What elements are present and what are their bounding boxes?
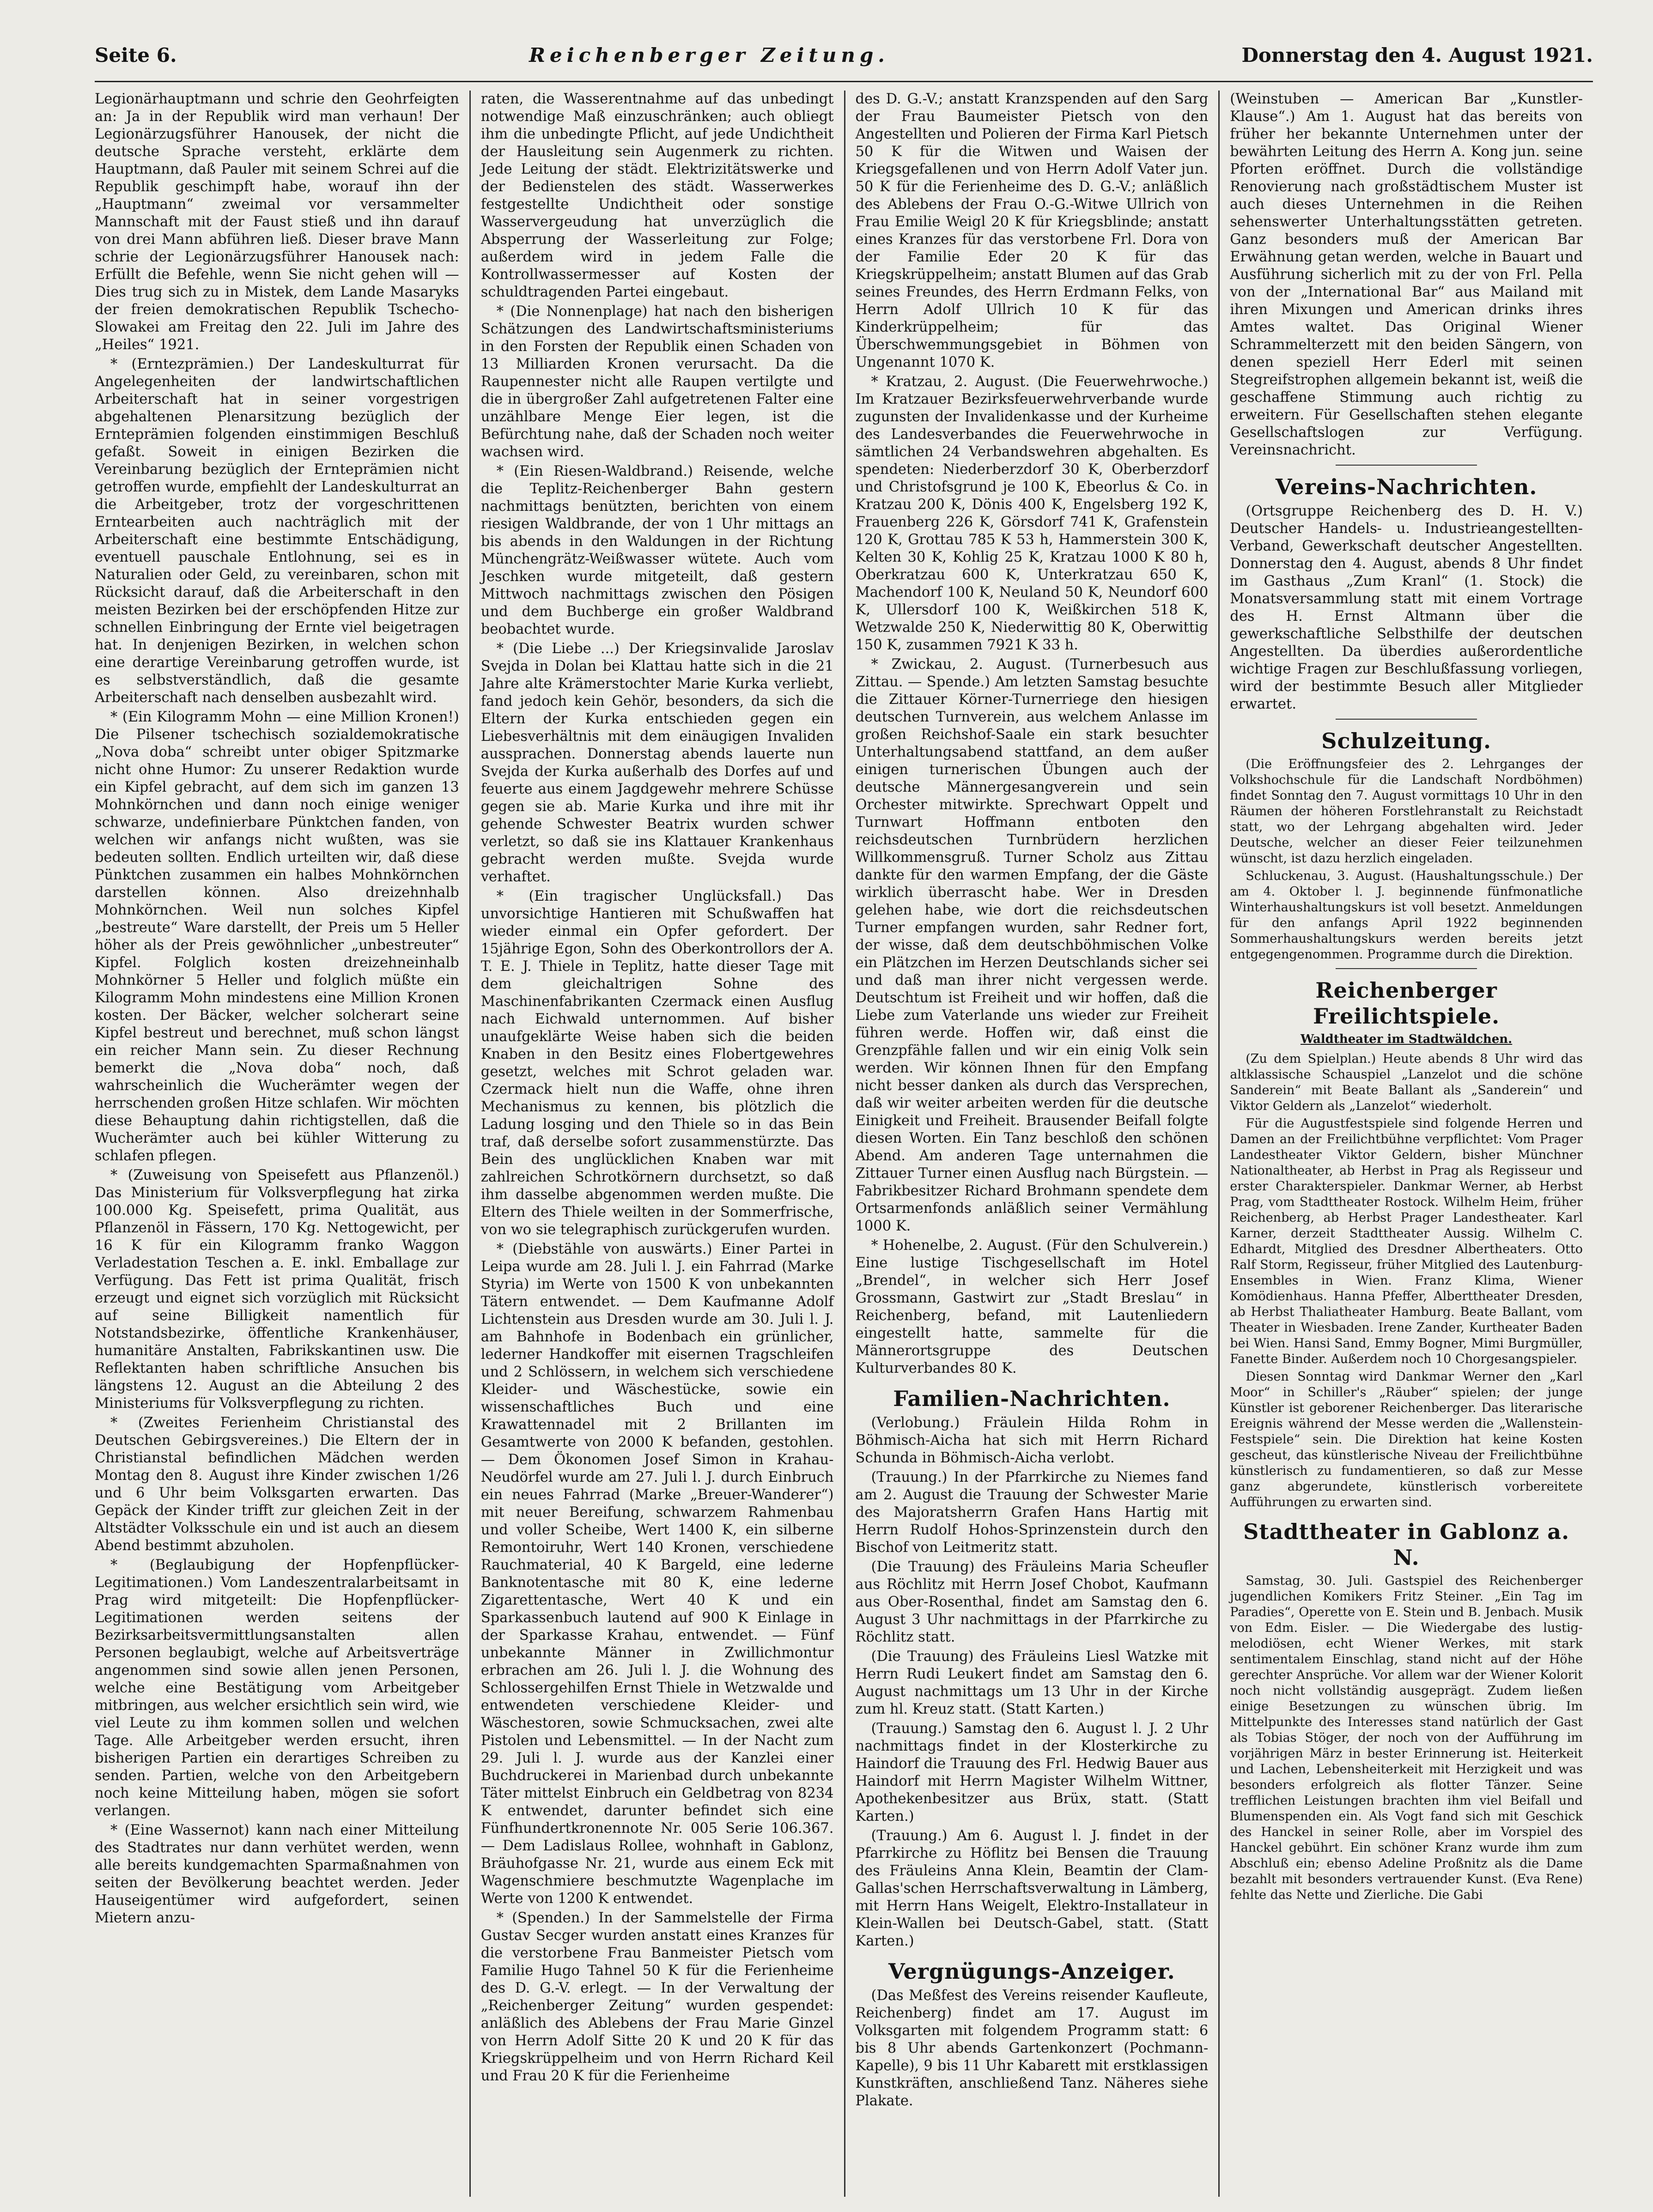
page-number: Seite 6. [95,44,177,67]
article-columns [95,91,1593,2197]
section-heading-city-theatre: Stadttheater in Gablonz a. N. [1243,1519,1570,1570]
article-paragraph: * Zwickau, 2. August. (Turnerbesuch aus Zittau. — Spende.) Am letzten Samstag besuchte die Zittauer Körner-Turnerriege den hiesigen deutschen Turnverein, aus welchem Anlasse im großen Reichshof-Saale ein stark besuchter Unterhaltungsabend stattfand, an dem außer einigen turnerischen Übungen auch der deutsche Männergesangverein und sein Orchester mitwirkte. Sprechwart Oppelt und Turnwart Hoffmann entboten den reichsdeutschen Turnbrüdern herzlichen Willkommensgruß. Turner Scholz aus Zittau dankte für den warmen Empfang, der die Gäste wirklich überrascht habe. Wer in Dresden gelehen habe, wie dort die reichsdeutschen Turner empfangen wurden, sahr Redner fort, der wisse, daß dem deutschböhmischen Volke ein Plätzchen im Herzen Deutschlands sicher sei und daß man ihrer nicht vergessen werde. Deutschtum ist Freiheit und wir hoffen, daß die Liebe zum Vaterlande uns wieder zur Freiheit führen werde. Hoffen wir, daß einst die Grenzpfähle fallen und wir ein einig Volk sein werden. Wir können Ihnen für den Empfang nicht besser danken als durch das Versprechen, daß wir weiter arbeiten werden für die deutsche Einigkeit und Freiheit. Brausender Beifall folgte diesen Worten. Ein Tanz beschloß den schönen Abend. Am anderen Tage unternahmen die Zittauer Turner einen Ausflug nach Bürgstein. — Fabrikbesitzer Richard Brohmann spendete dem Ortsarmenfonds anläßlich seiner Vermählung 1000 K. [855,656,1209,1234]
section-heading-club-news: Vereins-Nachrichten. [1275,474,1538,499]
article-paragraph: (Zu dem Spielplan.) Heute abends 8 Uhr wird das altklassische Schauspiel „Lanzelot und die schöne Sanderein“ mit Beate Ballant als „Sanderein“ und Viktor Geldern als „Lanzelot“ wiederholt. [1230,1052,1583,1113]
divider [1336,968,1477,969]
article-paragraph: * (Diebstähle von auswärts.) Einer Partei in Leipa wurde am 28. Juli l. J. ein Fahrrad (Marke Styria) im Werte von 1500 K von unbekannten Tätern entwendet. — Dem Kaufmanne Adolf Lichtenstein aus Dresden wurde am 30. Juli l. J. am Bahnhofe in Bodenbach ein grünlicher, lederner Handkoffer mit eisernen Tragschleifen und 2 Schlössern, in welchem sich verschiedene Kleider- und Wäschestücke, sowie ein wissenschaftliches Buch und eine Krawattennadel mit 2 Brillanten im Gesamtwerte von 2000 K befanden, gestohlen. — Dem Ökonomen Josef Simon in Krahau-Neudörfel wurde am 27. Juli l. J. durch Einbruch ein neues Fahrrad (Marke „Breuer-Wanderer“) mit neuer Bereifung, schwarzem Rahmenbau und voller Scheibe, Wert 1400 K, ein silberne Remontoiruhr, Wert 140 Kronen, verschiedene Rauchmaterial, 40 K Bargeld, eine lederne Banknotentasche mit 80 K, eine lederne Zigarettentasche, Wert 40 K und ein Sparkassenbuch lautend auf 900 K Einlage in der Sparkasse Krahau, entwendet. — Fünf unbekannte Männer in Zwillichmontur erbrachen am 26. Juli l. J. die Wohnung des Schlossergehilfen Ernst Thiele in Wetzwalde und entwendeten verschiedene Kleider- und Wäschestoren, sowie Schmucksachen, zwei alte Pistolen und Lebensmittel. — In der Nacht zum 29. Juli l. J. wurde aus der Kanzlei einer Buchdruckerei in Marienbad durch unbekannte Täter mittelst Einbruch ein Geldbetrag von 8234 K entwendet, darunter befindet sich eine Fünfhundertkronennote Nr. 005 Serie 106.367. — Dem Ladislaus Rollee, wohnhaft in Gablonz, Bräuhofgasse Nr. 21, wurde aus einem Eck mit Wagenschmiere beschmutzte Wagenplache im Werte von 1200 K entwendet. [480,1241,834,1907]
article-paragraph: * (Die Liebe ...) Der Kriegsinvalide Jaroslav Svejda in Dolan bei Klattau hatte sich in die 21 Jahre alte Krämerstochter Marie Kurka verliebt, fand jedoch kein Gehör, besonders, da sich die Eltern der Kurka entschieden gegen ein Liebesverhältnis mit dem einäugigen Invaliden aussprachen. Donnerstag abends lauerte nun Svejda der Kurka außerhalb des Dorfes auf und feuerte aus einem Jagdgewehr mehrere Schüsse gegen sie ab. Marie Kurka und ihre mit ihr gehende Schwester Beatrix wurden schwer verletzt, so daß sie ins Klattauer Krankenhaus gebracht werden mußte. Svejda wurde verhaftet. [480,641,834,885]
column-2 [469,91,844,2197]
article-paragraph: raten, die Wasserentnahme auf das unbedingt notwendige Maß einzuschränken; auch obliegt ihm die unbedingte Pflicht, auf jede Undichtheit der Hausleitung sein Augenmerk zu richten. Jede Leitung der städt. Elektrizitätswerke und der Bedienstelen des städt. Wasserwerkes festgestellte Undichtheit oder sonstige Wasservergeudung hat unverzüglich die Absperrung der Wasserleitung zur Folge; außerdem wird in jedem Falle die Kontrollwassermesser auf Kosten der schuldtragenden Partei eingebaut. [480,91,834,300]
issue-date: Donnerstag den 4. August 1921. [1241,44,1593,67]
article-paragraph: Schluckenau, 3. August. (Haushaltungsschule.) Der am 4. Oktober l. J. beginnende fünfmonatliche Winterhaushaltungskurs ist voll besetzt. Anmeldungen für den anfangs April 1922 beginnenden Sommerhaushaltungskurs werden bereits jetzt entgegengenommen. Programme durch die Direktion. [1230,869,1583,962]
section-heading-open-air-theatre: Reichenberger Freilichtspiele. [1313,978,1500,1029]
section-heading-family-news: Familien-Nachrichten. [893,1386,1171,1411]
article-paragraph: * (Ein Kilogramm Mohn — eine Million Kronen!) Die Pilsener tschechisch sozialdemokratische „Nova doba“ schreibt unter obiger Spitzmarke nicht ohne Humor: Zu unserer Redaktion wurde ein Kipfel gebracht, auf dem sich im ganzen 13 Mohnkörnchen und dann noch einige weniger schwarze, undefinierbare Pünktchen fanden, von welchen wir anfangs nicht wußten, was sie bedeuten sollten. Endlich urteilten wir, daß diese Pünktchen zusammen ein halbes Mohnkörnchen darstellen können. Also dreizehnhalb Mohnkörnchen. Weil nun solches Kipfel „bestreute“ Ware darstellt, der Preis um 5 Heller höher als der Preis gewöhnlicher „unbestreuter“ Kipfel. Folglich kosten dreizehneinhalb Mohnkörner 5 Heller und folglich müßte ein Kilogramm Mohn mindestens eine Million Kronen kosten. Der Bäcker, welcher solcherart seine Kipfel bestreut und berechnet, muß schon längst ein reicher Mann sein. Zu dieser Rechnung bemerkt die „Nova doba“ noch, daß wahrscheinlich die Wucherämter wegen der herrschenden großen Hitze schlafen. Wir möchten diese Behauptung dahin richtigstellen, daß die Wucherämter auch bei kühler Witterung zu schlafen pflegen. [95,709,459,1164]
article-paragraph: des D. G.-V.; anstatt Kranzspenden auf den Sarg der Frau Baumeister Pietsch von den Angestellten und Polieren der Firma Karl Pietsch 50 K für die Witwen und Waisen der Kriegsgefallenen und von Herrn Adolf Vater jun. 50 K für die Ferienheime des D. G.-V.; anläßlich des Ablebens der Frau O.-G.-Witwe Ullrich von Frau Emilie Weigl 20 K für Kriegsblinde; anstatt eines Kranzes für das verstorbene Frl. Dora von der Familie Eder 20 K für das Kriegskrüppelheim; anstatt Blumen auf das Grab seines Freundes, des Herrn Erdmann Felks, von Herrn Adolf Ullrich 10 K für das Kinderkrüppelheim; für das Überschwemmungsgebiet in Böhmen von Ungenannt 1070 K. [855,91,1209,370]
section-heading-entertainment: Vergnügungs-Anzeiger. [888,1959,1175,1984]
divider [1336,465,1477,466]
article-paragraph: (Das Meßfest des Vereins reisender Kaufleute, Reichenberg) findet am 17. August im Volksgarten mit folgendem Programm statt: 6 bis 8 Uhr abends Gartenkonzert (Pochmann-Kapelle), 9 bis 11 Uhr Kabarett mit erstklassigen Kunstkräften, anschließend Tanz. Näheres siehe Plakate. [855,1988,1209,2109]
article-paragraph: (Die Eröffnungsfeier des 2. Lehrganges der Volkshochschule für die Landschaft Nordböhmen) findet Sonntag den 7. August vormittags 10 Uhr in den Räumen der höheren Forstlehranstalt zu Reichstadt statt, wo der Lehrgang abgehalten wird. Jeder Deutsche, welcher an dieser Feier teilzunehmen wünscht, ist dazu herzlich eingeladen. [1230,757,1583,866]
article-paragraph: (Trauung.) Am 6. August l. J. findet in der Pfarrkirche zu Höflitz bei Bensen die Trauung des Fräuleins Anna Klein, Beamtin der Clam-Gallas'schen Herrschaftsverwaltung in Lämberg, mit Herrn Hans Weigelt, Elektro-Installateur in Klein-Wallen bei Deutsch-Gabel, statt. (Statt Karten.) [855,1828,1209,1949]
section-subheading: Waldtheater im Stadtwäldchen. [1301,1032,1513,1046]
article-paragraph: Diesen Sonntag wird Dankmar Werner den „Karl Moor“ in Schiller's „Räuber“ spielen; der junge Künstler ist geborener Reichenberger. Das literarische Ereignis während der Messe werden die „Wallenstein-Festspiele“ sein. Die Direktion hat keine Kosten gescheut, das künstlerische Niveau der Freilichtbühne künstlerisch zu fundamentieren, so daß zur Messe ganz abgerundete, künstlerisch vorbereitete Aufführungen zu erwarten sind. [1230,1370,1583,1509]
article-paragraph: * (Die Nonnenplage) hat nach den bisherigen Schätzungen des Landwirtschaftsministeriums in den Forsten der Republik einen Schaden von 13 Milliarden Kronen verursacht. Da die Raupennester nicht alle Raupen vertilgte und die in übergroßer Zahl aufgetretenen Falter eine unzählbare Menge Eier legen, ist die Befürchtung nahe, daß der Schaden noch weiter wachsen wird. [480,303,834,460]
article-paragraph: Für die Augustfestspiele sind folgende Herren und Damen an der Freilichtbühne verpflichtet: Vom Prager Landestheater Viktor Geldern, bisher Münchner Nationaltheater, ab Herbst in Prag als Regisseur und erster Charakterspieler. Dankmar Werner, ab Herbst Prag, vom Stadttheater Rostock. Wilhelm Heim, früher Reichenberg, ab Herbst Prager Landestheater. Karl Karner, derzeit Stadttheater Aussig. Wilhelm C. Edhardt, Mitglied des Dresdner Albertheaters. Otto Ralf Storm, Regisseur, früher Mitglied des Lautenburg-Ensembles in Wien. Franz Klima, Wiener Komödienhaus. Hanna Pfeffer, Alberttheater Dresden, ab Herbst Thaliatheater Hamburg. Beate Ballant, vom Theater in Wiesbaden. Irene Zander, Kurtheater Baden bei Wien. Hansi Sand, Emmy Bogner, Mimi Burgmüller, Fanette Binder. Außerdem noch 10 Chorgesangspieler. [1230,1116,1583,1366]
article-paragraph: Legionärhauptmann und schrie den Geohrfeigten an: Ja in der Republik wird man verhaun! Der Legionärzugsführer Hanousek, der nicht die deutsche Sprache versteht, erklärte dem Hauptmann, daß Pauler mit seinem Schrei auf die Republik geschimpft habe, worauf ihn der „Hauptmann“ zweimal vor versammelter Mannschaft mit der Faust stieß und ihn darauf von drei Mann abführen ließ. Dieser brave Mann schrie der Legionärzugsführer Hanousek nach: Erfüllt die Befehle, wenn Sie nicht gehen will — Dies trug sich zu in Mistek, dem Lande Masaryks der freien demokratischen Republik Tschecho-Slowakei am Freitag den 22. Juli im Jahre des „Heiles“ 1921. [95,91,459,353]
article-paragraph: (Die Trauung) des Fräuleins Liesl Watzke mit Herrn Rudi Leukert findet am Samstag den 6. August nachmittags um 13 Uhr in der Kirche zum hl. Kreuz statt. (Statt Karten.) [855,1648,1209,1717]
article-paragraph: (Verlobung.) Fräulein Hilda Rohm in Böhmisch-Aicha hat sich mit Herrn Richard Schunda in Böhmisch-Aicha verlobt. [855,1415,1209,1466]
article-paragraph: * Hohenelbe, 2. August. (Für den Schulverein.) Eine lustige Tischgesellschaft im Hotel „Brendel“, in welcher sich Herr Josef Grossmann, Gastwirt zur „Stadt Breslau“ in Reichenberg, befand, mit Lautenliedern eingestellt hatte, sammelte für die Männerortsgruppe des Deutschen Kulturverbandes 80 K. [855,1237,1209,1376]
column-1 [95,91,469,2197]
article-paragraph: (Trauung.) In der Pfarrkirche zu Niemes fand am 2. August die Trauung der Schwester Marie des Majoratsherrn Grafen Hans Hartig mit Herrn Rudolf Hohos-Sprinzenstein durch den Bischof von Leitmeritz statt. [855,1469,1209,1556]
article-paragraph: * (Ein Riesen-Waldbrand.) Reisende, welche die Teplitz-Reichenberger Bahn gestern nachmittags benützten, berichten von einem riesigen Waldbrande, der von 1 Uhr mittags an bis abends in den Waldungen in der Richtung Münchengrätz-Weißwasser wütete. Auch vom Jeschken wurde mitgeteilt, daß gestern Mittwoch nachmittags zwischen den Pösigen und dem Buchberge ein großer Waldbrand beobachtet wurde. [480,463,834,637]
column-3 [844,91,1219,2197]
article-paragraph: (Die Trauung) des Fräuleins Maria Scheufler aus Röchlitz mit Herrn Josef Chobot, Kaufmann aus Ober-Rosenthal, findet am Samstag den 6. August 3 Uhr nachmittags in der Pfarrkirche zu Röchlitz statt. [855,1559,1209,1645]
masthead [95,44,1593,82]
article-paragraph: Samstag, 30. Juli. Gastspiel des Reichenberger jugendlichen Komikers Fritz Steiner. „Ein Tag im Paradies“, Operette von E. Stein und B. Jenbach. Musik von Edm. Eisler. — Die Wiedergabe des lustig-melodiösen, echt Wiener Werkes, mit stark sentimentalem Einschlag, stand nicht auf der Höhe gerechter Ansprüche. Vor allem war der Wiener Kolorit noch nicht vollständig ausgeprägt. Zudem ließen einige Besetzungen zu wünschen übrig. Im Mittelpunkte des Interesses stand natürlich der Gast als Tobias Stöger, der noch von der Aufführung im vorjährigen März in bester Erinnerung ist. Heiterkeit und Lachen, Lebensheiterkeit mit Herzigkeit und was besonders erfolgreich als flotter Tänzer. Seine trefflichen Leistungen brachten ihm viel Beifall und Blumenspenden ein. Als Vogt fand sich mit Geschick des Hanckel in seiner Rolle, aber im Vorspiel des Hanckel gebührt. Ein schöner Kranz wurde ihm zum Abschluß ein; ebenso Adeline Proßnitz als die Dame bezahlt mit besonders vertrauender Kunst. (Eva Rene) fehlte das Nette und Zierliche. Die Gabi [1230,1574,1583,1902]
article-paragraph: * Kratzau, 2. August. (Die Feuerwehrwoche.) Im Kratzauer Bezirksfeuerwehrverbande wurde zugunsten der Invalidenkasse und der Kurheime des Landesverbandes die Feuerwehrwoche in sämtlichen 24 Verbandswehren abgehalten. Es spendeten: Niederberzdorf 30 K, Oberberzdorf und Christofsgrund je 100 K, Ebeorlus & Co. in Kratzau 200 K, Dönis 400 K, Engelsberg 192 K, Frauenberg 226 K, Görsdorf 741 K, Grafenstein 120 K, Grottau 785 K 53 h, Hammerstein 300 K, Kelten 30 K, Kohlig 25 K, Kratzau 1000 K 80 h, Oberkratzau 600 K, Unterkratzau 650 K, Machendorf 100 K, Neuland 50 K, Neundorf 600 K, Ullersdorf 100 K, Weißkirchen 518 K, Wetzwalde 250 K, Niederwittig 80 K, Oberwittig 150 K, zusammen 7921 K 33 h. [855,374,1209,653]
article-paragraph: * (Spenden.) In der Sammelstelle der Firma Gustav Secger wurden anstatt eines Kranzes für die verstorbene Frau Banmeister Pietsch vom Familie Hugo Tahnel 50 K für die Ferienheime des D. G.-V. erlegt. — In der Verwaltung der „Reichenberger Zeitung“ wurden gespendet: anläßlich des Ablebens der Frau Marie Ginzel von Herrn Adolf Sitte 20 K und 20 K für das Kriegskrüppelheim und von Herrn Richard Keil und Frau 20 K für die Ferienheime [480,1910,834,2084]
newspaper-title: Reichenberger Zeitung. [529,44,889,67]
article-paragraph: (Weinstuben — American Bar „Kunstler-Klause“.) Am 1. August hat das bereits von früher her bekannte Unternehmen unter der bewährten Leitung des Herrn A. Kong jun. seine Pforten eröffnet. Durch die vollständige Renovierung nach großstädtischem Muster ist auch dieses Unternehmen in die Reihen sehenswerter Unterhaltungsstätten getreten. Ganz besonders muß der American Bar Erwähnung getan werden, welche in Bauart und Ausführung sicherlich mit zu der von Frl. Pella von der „International Bar“ aus Mailand mit ihren Mixungen und American drinks ihres Amtes waltet. Das Original Wiener Schrammelterzett mit den beiden Sängern, von denen speziell Herr Ederl mit seinen Stegreifstrophen allgemein bekannt ist, weiß die geschaffene Stimmung auch richtig zu erweitern. Für Gesellschaften stehen elegante Gesellschaftslogen zur Verfügung. Vereinsnachricht. [1230,91,1583,458]
article-paragraph: * (Zweites Ferienheim Christianstal des Deutschen Gebirgsvereines.) Die Eltern der in Christianstal befindlichen Mädchen werden Montag den 8. August ihre Kinder zwischen 1/26 und 6 Uhr beim Volksgarten erwarten. Das Gepäck der Kinder trifft zur gleichen Zeit in der Altstädter Volksschule ein und ist auch an diesem Abend bestimmt abzuholen. [95,1415,459,1554]
article-paragraph: * (Erntezprämien.) Der Landeskulturrat für Angelegenheiten der landwirtschaftlichen Arbeiterschaft hat in seiner vorgestrigen abgehaltenen Plenarsitzung bezüglich der Ernteprämien folgenden einstimmigen Beschluß gefaßt. Soweit in einigen Bezirken die Vereinbarung bezüglich der Ernteprämien nicht getroffen wurde, empfiehlt der Landeskulturrat an die Arbeitgeber, trotz der vorgeschrittenen Erntearbeiten auch nachträglich mit der Arbeiterschaft eine bestimmte Entschädigung, eventuell pauschale Entlohnung, sei es in Naturalien oder Geld, zu vereinbaren, schon mit Rücksicht darauf, daß die Arbeiterschaft in den meisten Bezirken bei der erschöpfenden Hitze zur schnellen Einbringung der Ernte viel beigetragen hat. In denjenigen Bezirken, in welchen schon eine derartige Vereinbarung getroffen wurde, ist es selbstverständlich, daß die gesamte Arbeiterschaft nach denselben ausbezahlt wird. [95,356,459,706]
article-paragraph: (Trauung.) Samstag den 6. August l. J. 2 Uhr nachmittags findet in der Klosterkirche zu Haindorf die Trauung des Frl. Hedwig Bauer aus Haindorf mit Herrn Magister Wilhelm Wittner, Apothekenbesitzer aus Brüx, statt. (Statt Karten.) [855,1721,1209,1824]
article-paragraph: (Ortsgruppe Reichenberg des D. H. V.) Deutscher Handels- u. Industrieangestellten-Verband, Gewerkschaft deutscher Angestellten. Donnerstag den 4. August, abends 8 Uhr findet im Gasthaus „Zum Kranl“ (1. Stock) die Monatsversammlung statt mit einem Vortrage des H. Ernst Altmann über die gewerkschaftliche Selbsthilfe der deutschen Angestellten. Da überdies außerordentliche wichtige Fragen zur Beschlußfassung vorliegen, wird der bestimmte Besuch aller Mitglieder erwartet. [1230,503,1583,712]
article-paragraph: * (Eine Wassernot) kann nach einer Mitteilung des Stadtrates nur dann verhütet werden, wenn alle bereits kundgemachten Sparmaßnahmen von seiten der Bevölkerung beachtet werden. Jeder Hauseigentümer wird aufgefordert, seinen Mietern anzu- [95,1822,459,1926]
section-heading-school: Schulzeitung. [1321,728,1492,753]
article-paragraph: * (Zuweisung von Speisefett aus Pflanzenöl.) Das Ministerium für Volksverpflegung hat zirka 100.000 Kg. Speisefett, prima Qualität, aus Pflanzenöl in Fässern, 170 Kg. Nettogewicht, per 16 K für ein Kilogramm franko Waggon Verladestation Teschen a. E. inkl. Emballage zur Verfügung. Das Fett ist prima Qualität, frisch erzeugt und eignet sich vorzüglich mit Rücksicht auf seine Billigkeit namentlich für Notstandsbezirke, öffentliche Krankenhäuser, humanitäre Anstalten, Fabrikskantinen usw. Die Reflektanten haben schriftliche Ansuchen bis längstens 12. August an die Abteilung 2 des Ministeriums für Volksverpflegung zu richten. [95,1167,459,1412]
column-4 [1218,91,1593,2197]
divider [1336,719,1477,720]
article-paragraph: * (Beglaubigung der Hopfenpflücker-Legitimationen.) Vom Landeszentralarbeitsamt in Prag wird mitgeteilt: Die Hopfenpflücker-Legitimationen werden seitens der Bezirksarbeitsvermittlungsanstalten allen Personen beglaubigt, welche auf Arbeitsverträge angenommen sind sowie allen jenen Personen, welche eine Bestätigung vom Arbeitgeber mitbringen, aus welcher ersichtlich sein wird, wie viel Leute zu ihm kommen sollen und welchen Tage. Alle Arbeitgeber werden ersucht, ihren bisherigen Partien ein derartiges Schreiben zu senden. Partien, welche von den Arbeitgebern noch keine Mitteilung haben, mögen sie sofort verlangen. [95,1557,459,1819]
article-paragraph: * (Ein tragischer Unglücksfall.) Das unvorsichtige Hantieren mit Schußwaffen hat wieder einmal ein Opfer gefordert. Der 15jährige Egon, Sohn des Oberkontrollors der A. T. E. J. Thiele in Teplitz, hatte dieser Tage mit dem gleichaltrigen Sohne des Maschinenfabrikanten Czermack einen Ausflug nach Eichwald unternommen. Auf bisher unaufgeklärte Weise haben sich die beiden Knaben in den Besitz eines Flobertgewehres gesetzt, welches mit Schrot geladen war. Czermack hielt nun die Waffe, ohne ihren Mechanismus zu kennen, bis plötzlich die Ladung losging und den Thiele so in das Bein traf, daß derselbe sofort zusammenstürzte. Das Bein des unglücklichen Knaben war mit zahlreichen Schrotkörnern durchsetzt, so daß ihm dasselbe abgenommen werden mußte. Die Eltern des Thiele weilten in der Sommerfrische, von wo sie telegraphisch zurückgerufen wurden. [480,888,834,1238]
